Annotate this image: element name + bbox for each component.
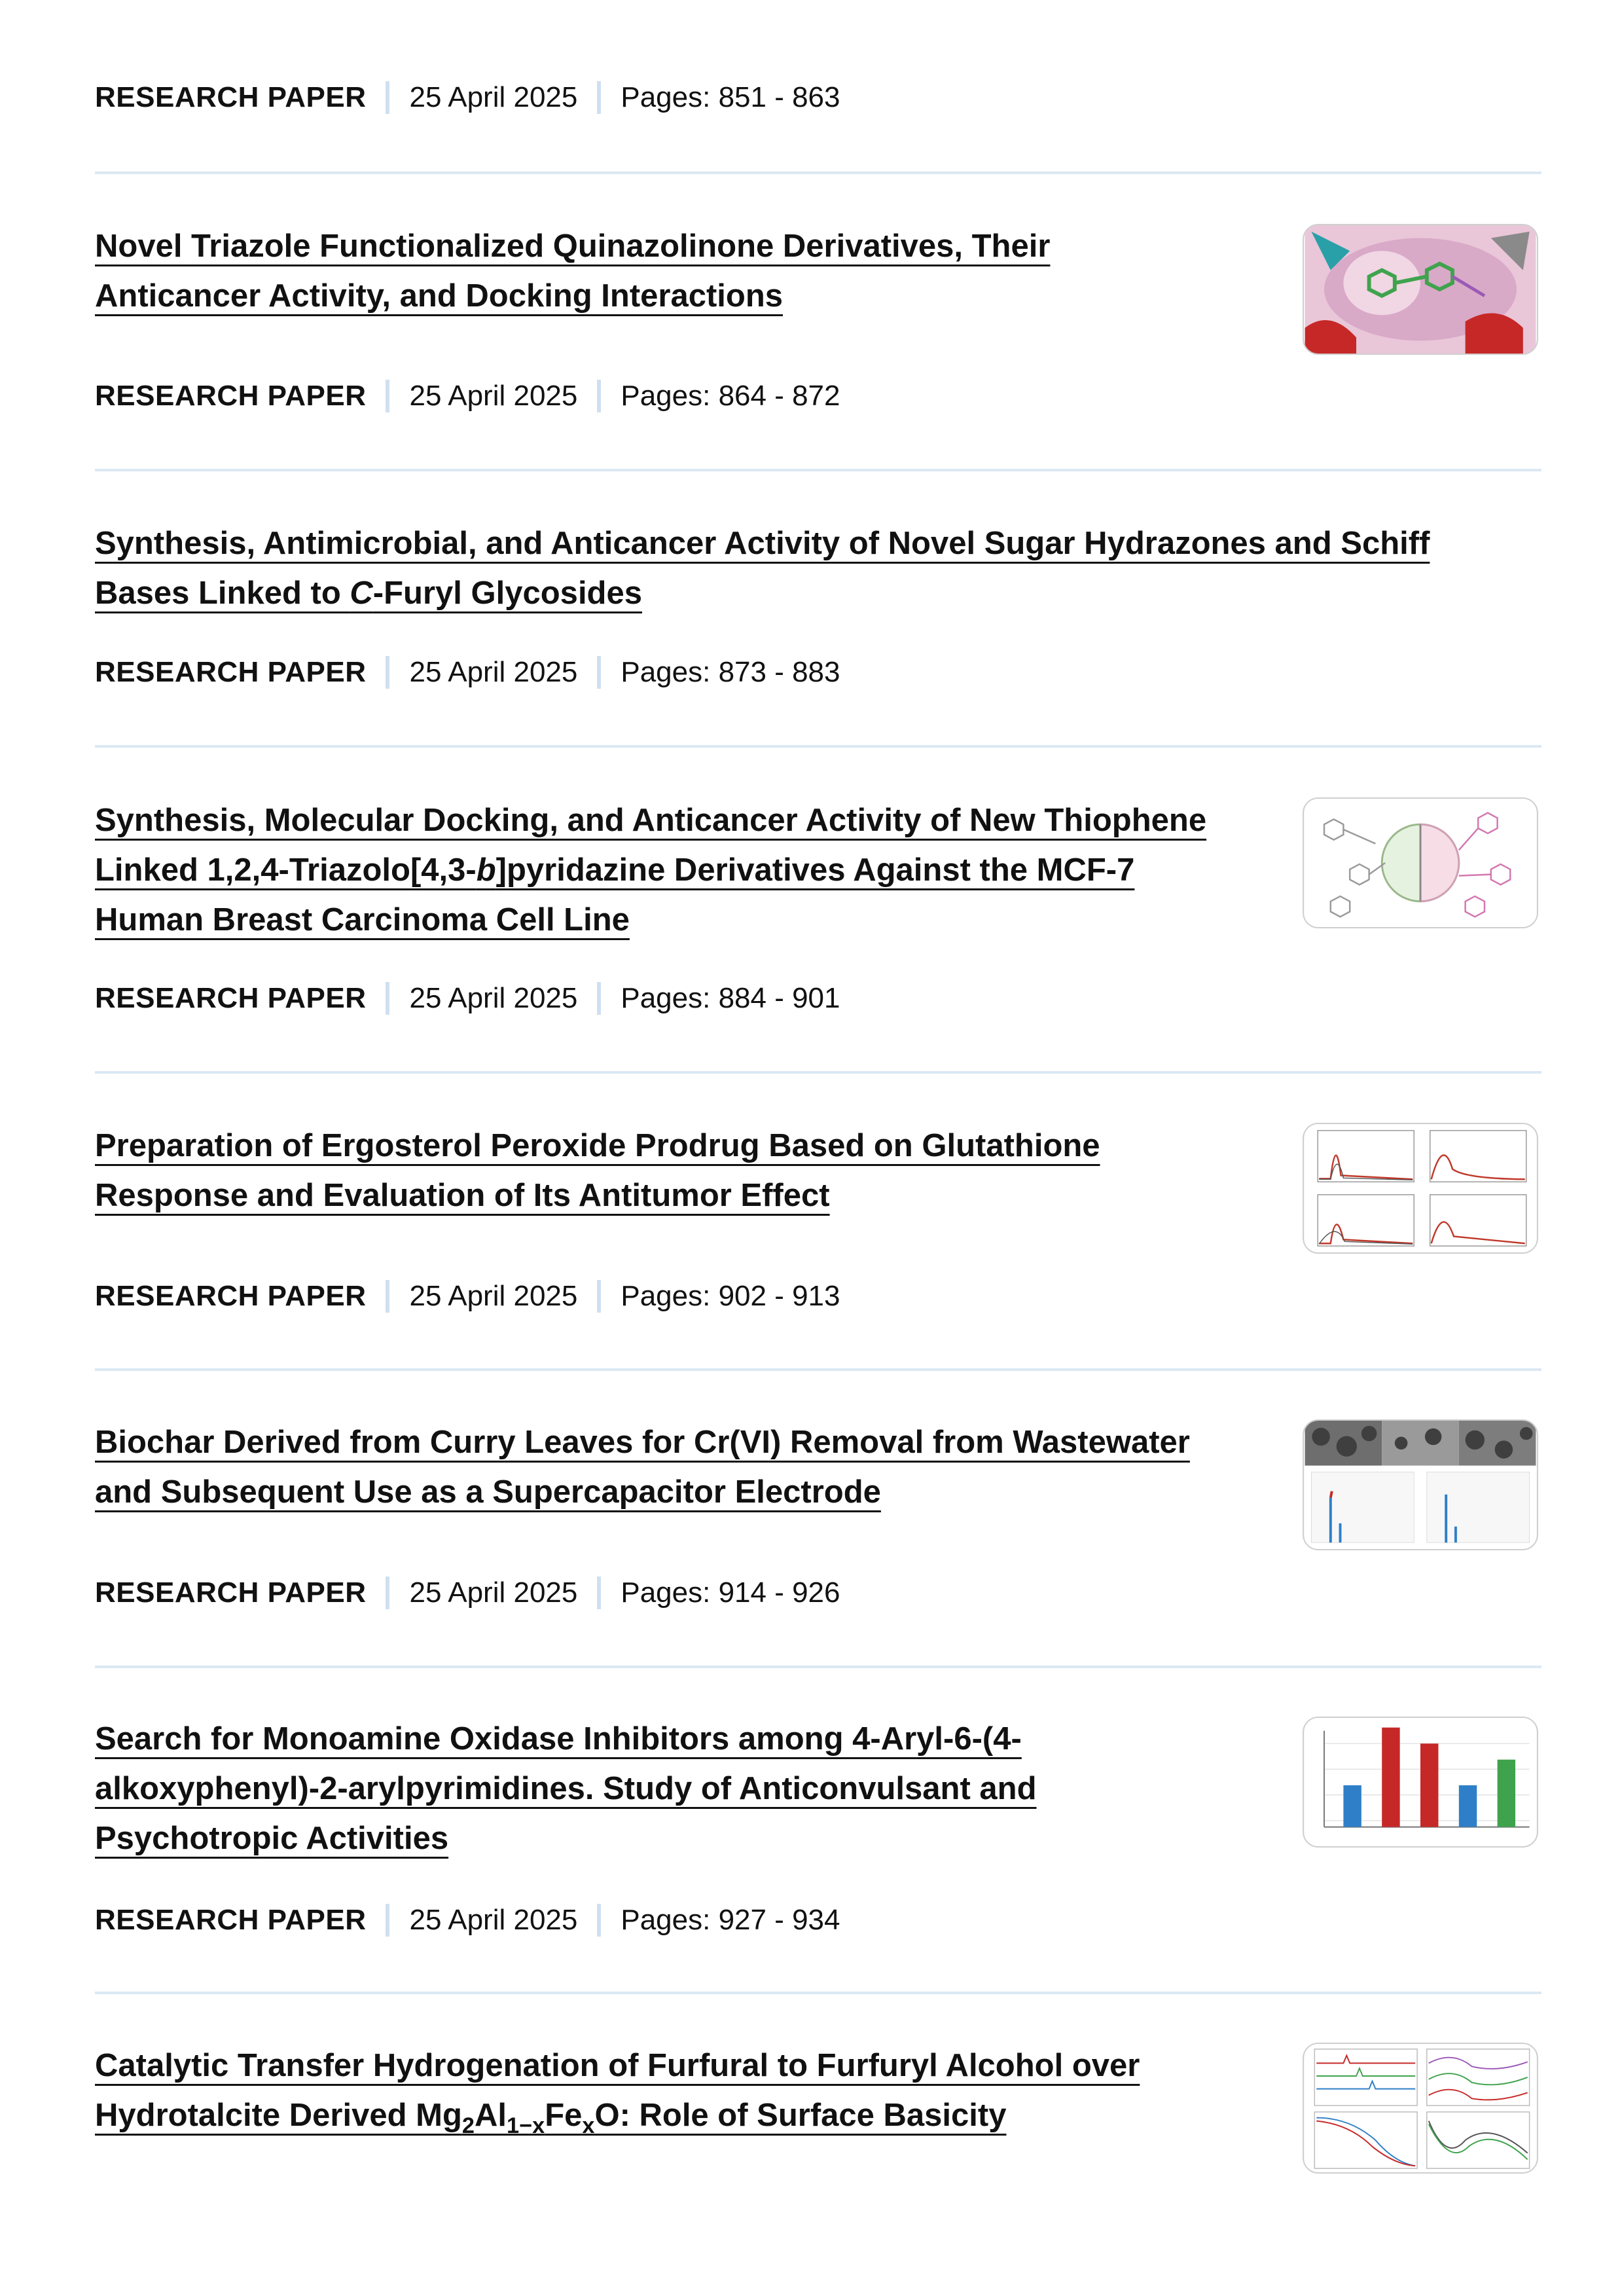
divider [95,745,1541,748]
title-line: and Subsequent Use as a Supercapacitor Electrode [95,1474,881,1510]
article-pages: Pages: 927 - 934 [621,1904,840,1936]
meta-separator [597,81,601,114]
article-title[interactable] [95,519,1430,618]
article-pages: Pages: 902 - 913 [621,1280,840,1312]
article-meta [95,1576,840,1609]
title-line: Human Breast Carcinoma Cell Line [95,902,630,938]
article-date: 25 April 2025 [409,982,578,1014]
divider [95,1992,1541,1994]
meta-separator [386,81,389,114]
meta-separator [597,656,601,689]
article-pages: Pages: 884 - 901 [621,982,840,1014]
title-line: Anticancer Activity, and Docking Interactions [95,278,784,314]
title-line: Hydrotalcite Derived Mg [95,2098,462,2133]
article-type: RESEARCH PAPER [95,81,367,113]
article-type: RESEARCH PAPER [95,1904,367,1936]
article-title[interactable] [95,221,1050,321]
meta-separator [597,1904,601,1937]
article-thumbnail[interactable] [1303,797,1538,928]
article-meta [95,81,840,114]
article-title-link[interactable] [95,526,1430,611]
meta-separator [386,1280,389,1313]
article-type: RESEARCH PAPER [95,380,367,412]
article-title[interactable] [95,795,1206,945]
title-line: Novel Triazole Functionalized Quinazolinone Derivatives, Their [95,228,1051,264]
article-date: 25 April 2025 [409,1576,578,1609]
article-meta [95,656,840,689]
meta-separator [597,1280,601,1313]
article-title[interactable] [95,2041,1140,2151]
article-thumbnail[interactable] [1303,2043,1538,2174]
divider [95,172,1541,174]
xrd-thumbnail-graphic [1304,2044,1537,2172]
article-thumbnail[interactable] [1303,224,1538,355]
article-date: 25 April 2025 [409,380,578,412]
bar-chart-thumbnail-graphic [1304,1718,1537,1846]
article-thumbnail[interactable] [1303,1123,1538,1254]
article-type: RESEARCH PAPER [95,982,367,1014]
article-pages: Pages: 873 - 883 [621,656,840,688]
article-title-link[interactable] [95,1721,1037,1856]
title-line: O: Role of Surface Basicity [594,2098,1007,2133]
meta-separator [597,982,601,1015]
article-type: RESEARCH PAPER [95,1280,367,1312]
article-type: RESEARCH PAPER [95,656,367,688]
title-line: Bases Linked to [95,575,350,611]
divider [95,469,1541,471]
article-title-link[interactable] [95,228,1050,314]
title-italic: C [350,575,373,611]
meta-separator [386,1904,389,1937]
meta-separator [386,656,389,689]
article-type: RESEARCH PAPER [95,1576,367,1609]
article-title-link[interactable] [95,803,1206,938]
meta-separator [386,1576,389,1609]
title-line: Preparation of Ergosterol Peroxide Prodrug Based on Glutathione [95,1128,1100,1163]
title-line: Synthesis, Antimicrobial, and Anticancer Activity of Novel Sugar Hydrazones and Schiff [95,526,1430,561]
divider [95,1368,1541,1371]
title-italic: b [476,852,496,888]
article-pages: Pages: 851 - 863 [621,81,840,113]
title-line: Al [475,2098,507,2133]
title-subscript: 1−x [507,2113,545,2138]
article-title[interactable] [95,1121,1100,1220]
sem-thumbnail-graphic [1304,1421,1537,1549]
article-meta [95,1904,840,1937]
title-line: Synthesis, Molecular Docking, and Anticancer Activity of New Thiophene [95,803,1207,838]
article-title[interactable] [95,1417,1190,1517]
title-subscript: x [582,2113,595,2138]
title-line: Search for Monoamine Oxidase Inhibitors among 4-Aryl-6-(4- [95,1721,1022,1757]
article-pages: Pages: 864 - 872 [621,380,840,412]
article-date: 25 April 2025 [409,81,578,113]
article-title-link[interactable] [95,1128,1100,1213]
article-date: 25 April 2025 [409,1904,578,1936]
docking-thumbnail-graphic [1304,225,1537,354]
title-line: Biochar Derived from Curry Leaves for Cr(VI) Removal from Wastewater [95,1425,1190,1460]
article-date: 25 April 2025 [409,1280,578,1312]
title-line: Catalytic Transfer Hydrogenation of Furfural to Furfuryl Alcohol over [95,2048,1140,2083]
title-line: alkoxyphenyl)-2-arylpyrimidines. Study of Anticonvulsant and [95,1771,1037,1806]
molecule-thumbnail-graphic [1304,799,1537,927]
title-line: Response and Evaluation of Its Antitumor Effect [95,1178,830,1213]
divider [95,1071,1541,1074]
title-line: Fe [545,2098,583,2133]
article-meta [95,1280,840,1313]
divider [95,1666,1541,1668]
meta-separator [386,380,389,412]
article-pages: Pages: 914 - 926 [621,1576,840,1609]
meta-separator [597,1576,601,1609]
article-title-link[interactable] [95,2048,1140,2138]
article-meta [95,982,840,1015]
title-line: ]pyridazine Derivatives Against the MCF-7 [496,852,1135,888]
meta-separator [597,380,601,412]
article-thumbnail[interactable] [1303,1717,1538,1848]
title-line: Psychotropic Activities [95,1821,449,1856]
title-line: Linked 1,2,4-Triazolo[4,3- [95,852,477,888]
article-meta [95,380,840,412]
article-title[interactable] [95,1714,1037,1863]
title-subscript: 2 [461,2113,475,2138]
article-date: 25 April 2025 [409,656,578,688]
spectra-thumbnail-graphic [1304,1124,1537,1252]
meta-separator [386,982,389,1015]
article-thumbnail[interactable] [1303,1419,1538,1550]
title-line: -Furyl Glycosides [372,575,642,611]
article-title-link[interactable] [95,1425,1190,1510]
